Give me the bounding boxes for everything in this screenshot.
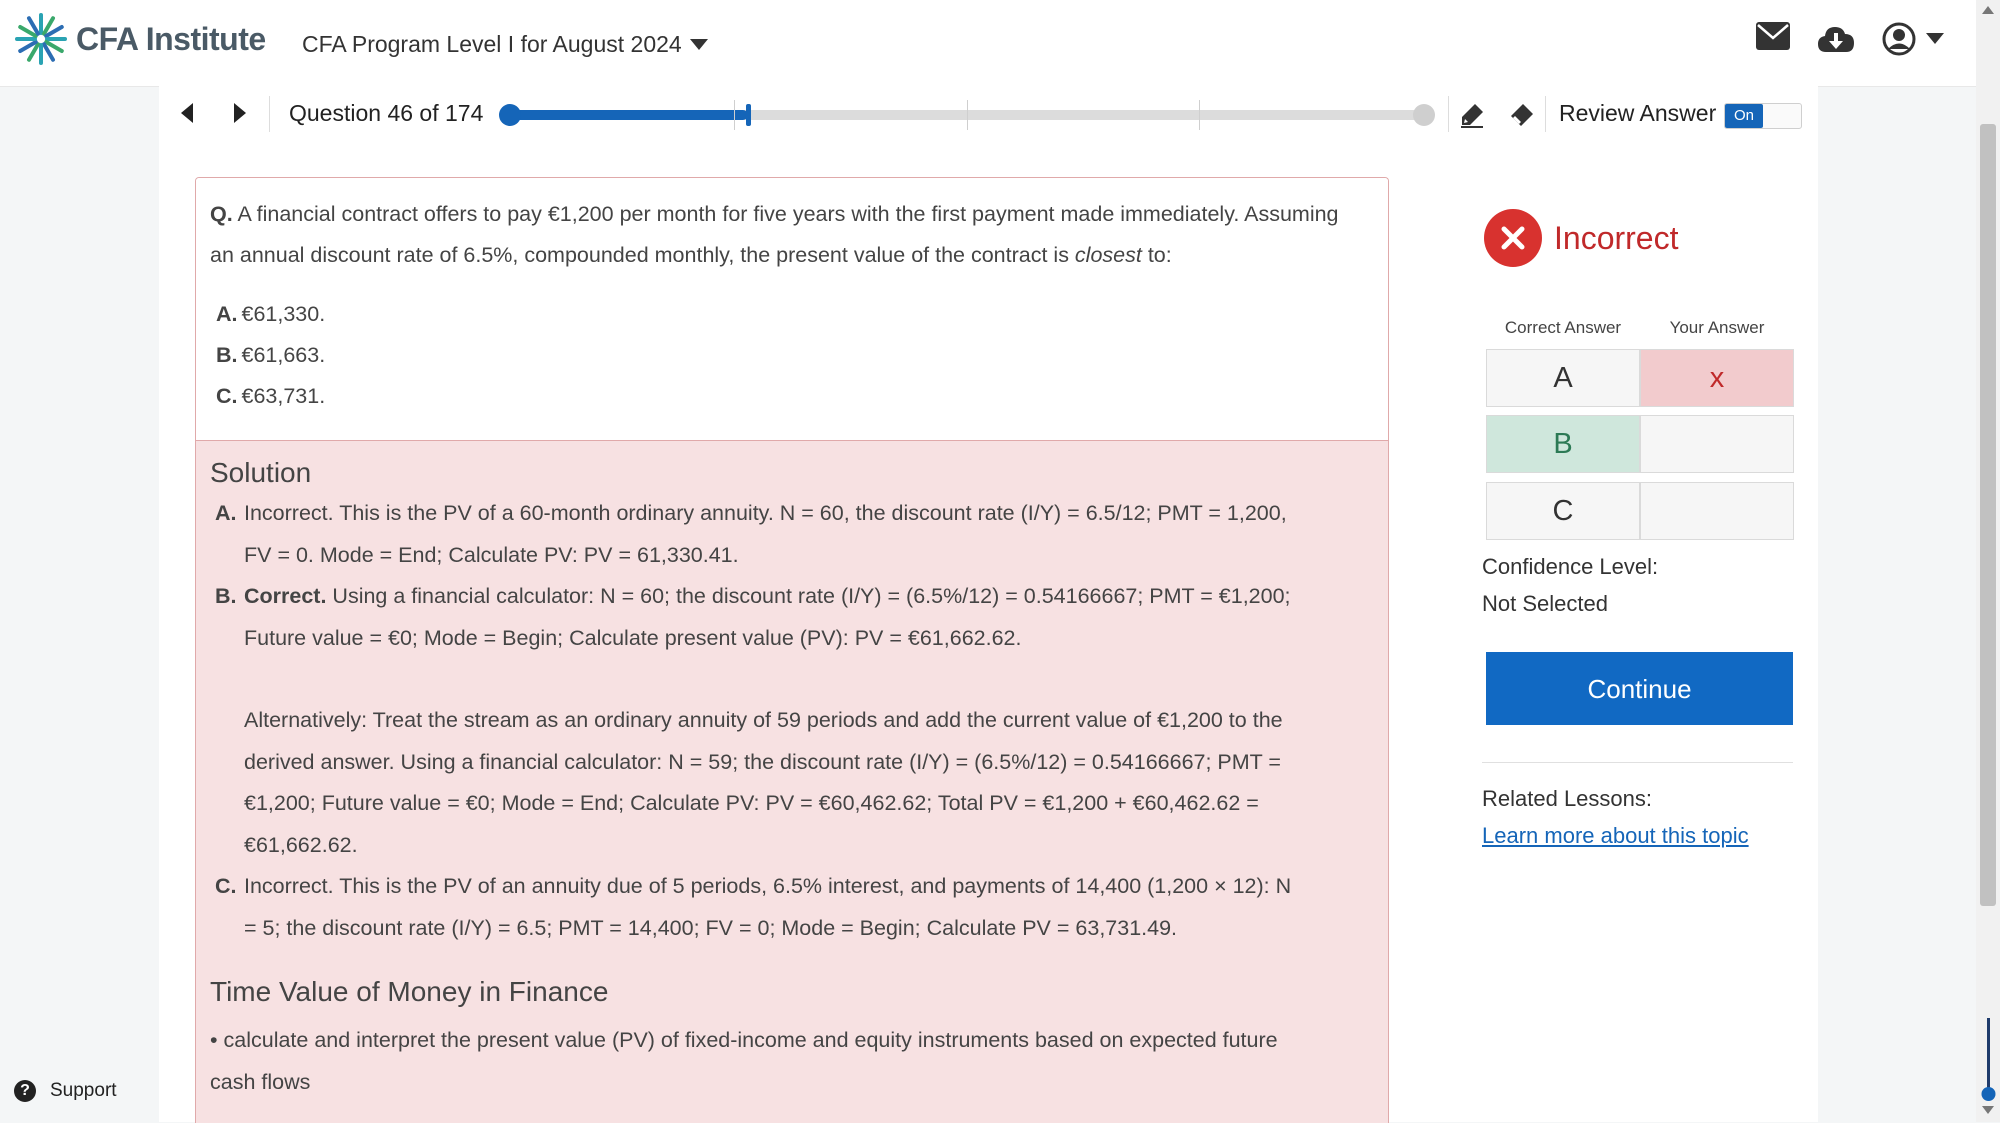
solution-line: Incorrect. This is the PV of a 60-month ordinary annuity. N = 60, the discount rate (I/Y) = 6.5/12; PMT = 1,200, — [244, 501, 1287, 525]
divider — [1482, 762, 1793, 763]
question-card — [195, 177, 1389, 1123]
solution-line-text: Using a financial calculator: N = 60; the discount rate (I/Y) = (6.5%/12) = 0.54166667; PMT = €1,200; — [326, 584, 1291, 608]
eraser-icon[interactable] — [1509, 102, 1535, 133]
correct-answer-cell-b: B — [1486, 415, 1640, 473]
question-stem — [210, 194, 1360, 276]
progress-fill — [502, 110, 748, 120]
solution-item-b — [215, 576, 1364, 659]
your-answer-header: Your Answer — [1669, 318, 1765, 337]
your-answer-cell-a: x — [1640, 349, 1794, 407]
option-letter: B. — [216, 343, 238, 367]
help-icon: ? — [14, 1080, 36, 1102]
option-text: €61,663. — [241, 343, 326, 367]
related-lessons-label: Related Lessons: — [1482, 786, 1652, 811]
toolbar-divider — [269, 96, 270, 132]
solution-line: = 5; the discount rate (I/Y) = 6.5; PMT = 14,400; FV = 0; Mode = Begin; Calculate PV = 63,731.49. — [244, 915, 1178, 940]
option-text: €61,330. — [241, 302, 326, 326]
topic-line: • calculate and interpret the present value (PV) of fixed-income and equity instruments based on expected future — [210, 1028, 1278, 1052]
your-answer-cell-b — [1640, 415, 1794, 473]
cfa-logo[interactable] — [14, 12, 266, 66]
solution-alternative — [244, 700, 1364, 866]
main-content — [159, 143, 1818, 1122]
solution-line: €1,200; Future value = €0; Mode = End; Calculate PV: PV = €60,462.62; Total PV = €1,200 + €60,462.62 = — [244, 791, 1259, 815]
program-selector[interactable] — [302, 31, 708, 58]
solution-line: FV = 0. Mode = End; Calculate PV: PV = 61,330.41. — [244, 542, 739, 567]
support-button[interactable] — [14, 1080, 117, 1102]
learn-more-link[interactable]: Learn more about this topic — [1482, 823, 1749, 848]
support-label: Support — [50, 1080, 117, 1101]
solution-line: Alternatively: Treat the stream as an ordinary annuity of 59 periods and add the current value of €1,200 to the — [244, 708, 1283, 732]
scroll-up-arrow-icon[interactable] — [1982, 6, 1994, 14]
confidence-label: Confidence Level: — [1482, 554, 1659, 579]
solution-line: derived answer. Using a financial calculator: N = 59; the discount rate (I/Y) = (6.5%/12) = 0.54166667; PMT = — [244, 749, 1281, 774]
topic-title: Time Value of Money in Finance — [210, 976, 609, 1007]
solution-letter: B. — [215, 584, 237, 608]
confidence-value: Not Selected — [1482, 591, 1608, 616]
option-text: €63,731. — [241, 384, 326, 408]
next-question-arrow-icon[interactable] — [234, 103, 246, 128]
solution-item-a — [215, 493, 1364, 576]
toolbar-divider — [1448, 96, 1449, 132]
correct-label: Correct. — [244, 584, 327, 608]
option-c — [216, 376, 325, 417]
question-toolbar — [159, 86, 1818, 144]
solution-letter: A. — [215, 501, 237, 525]
solution-letter: C. — [215, 874, 237, 898]
solution-line: €61,662.62. — [244, 832, 358, 857]
solution-line: Future value = €0; Mode = Begin; Calculate present value (PV): PV = €61,662.62. — [244, 625, 1022, 650]
topic-description — [210, 1020, 1370, 1103]
option-a — [216, 294, 325, 335]
cloud-download-icon[interactable] — [1818, 24, 1854, 54]
your-answer-cell-c — [1640, 482, 1794, 540]
cfa-starburst-icon — [14, 12, 68, 66]
result-status — [1484, 209, 1678, 267]
chevron-down-icon[interactable] — [1926, 33, 1944, 45]
toolbar-divider — [1545, 96, 1546, 132]
scroll-down-arrow-icon[interactable] — [1982, 1106, 1994, 1114]
review-answer-toggle[interactable] — [1724, 103, 1802, 129]
question-progress-bar[interactable] — [502, 106, 1432, 124]
caret-down-icon — [690, 39, 708, 50]
progress-start-knob[interactable] — [499, 104, 521, 126]
logo-text: CFA Institute — [76, 20, 266, 57]
option-b — [216, 335, 325, 376]
mail-icon[interactable] — [1756, 22, 1790, 50]
solution-line: Incorrect. This is the PV of an annuity due of 5 periods, 6.5% interest, and payments of 14,400 (1,200 × 12): N — [244, 874, 1292, 898]
correct-answer-cell-a: A — [1486, 349, 1640, 407]
review-answer-label: Review Answer — [1559, 100, 1717, 126]
scroll-thermometer-icon — [1981, 1018, 1997, 1102]
continue-button[interactable]: Continue — [1486, 652, 1793, 725]
question-section — [196, 178, 1388, 441]
question-text-part1: A financial contract offers to pay €1,200 per month for five years with the first payment made immediately. Assuming an annual discount rate of 6.5%, compounded monthly, the present value of the contract is — [210, 202, 1339, 267]
progress-current-marker[interactable] — [746, 104, 751, 126]
program-label: CFA Program Level I for August 2024 — [302, 31, 682, 57]
progress-tick — [1199, 100, 1200, 130]
topic-line: cash flows — [210, 1069, 311, 1094]
question-prefix: Q. — [210, 202, 233, 226]
progress-tick — [734, 100, 735, 130]
top-header — [0, 0, 1976, 87]
progress-tick — [967, 100, 968, 130]
question-counter: Question 46 of 174 — [289, 100, 484, 126]
incorrect-x-icon — [1484, 209, 1542, 267]
question-text-emphasis: closest — [1074, 243, 1142, 267]
question-text-part2: to: — [1141, 243, 1172, 267]
toggle-on-label: On — [1725, 104, 1763, 128]
correct-answer-cell-c: C — [1486, 482, 1640, 540]
user-account-icon[interactable] — [1882, 22, 1916, 56]
solution-section — [196, 441, 1388, 1123]
progress-end-knob[interactable] — [1413, 104, 1435, 126]
highlighter-icon[interactable] — [1459, 102, 1485, 133]
scrollbar-thumb[interactable] — [1980, 124, 1996, 906]
option-letter: C. — [216, 384, 238, 408]
option-letter: A. — [216, 302, 238, 326]
solution-line — [244, 576, 1364, 618]
result-label: Incorrect — [1554, 219, 1679, 256]
solution-item-c — [215, 866, 1364, 949]
previous-question-arrow-icon[interactable] — [181, 103, 193, 128]
correct-answer-header: Correct Answer — [1504, 318, 1622, 337]
solution-title: Solution — [210, 457, 312, 488]
